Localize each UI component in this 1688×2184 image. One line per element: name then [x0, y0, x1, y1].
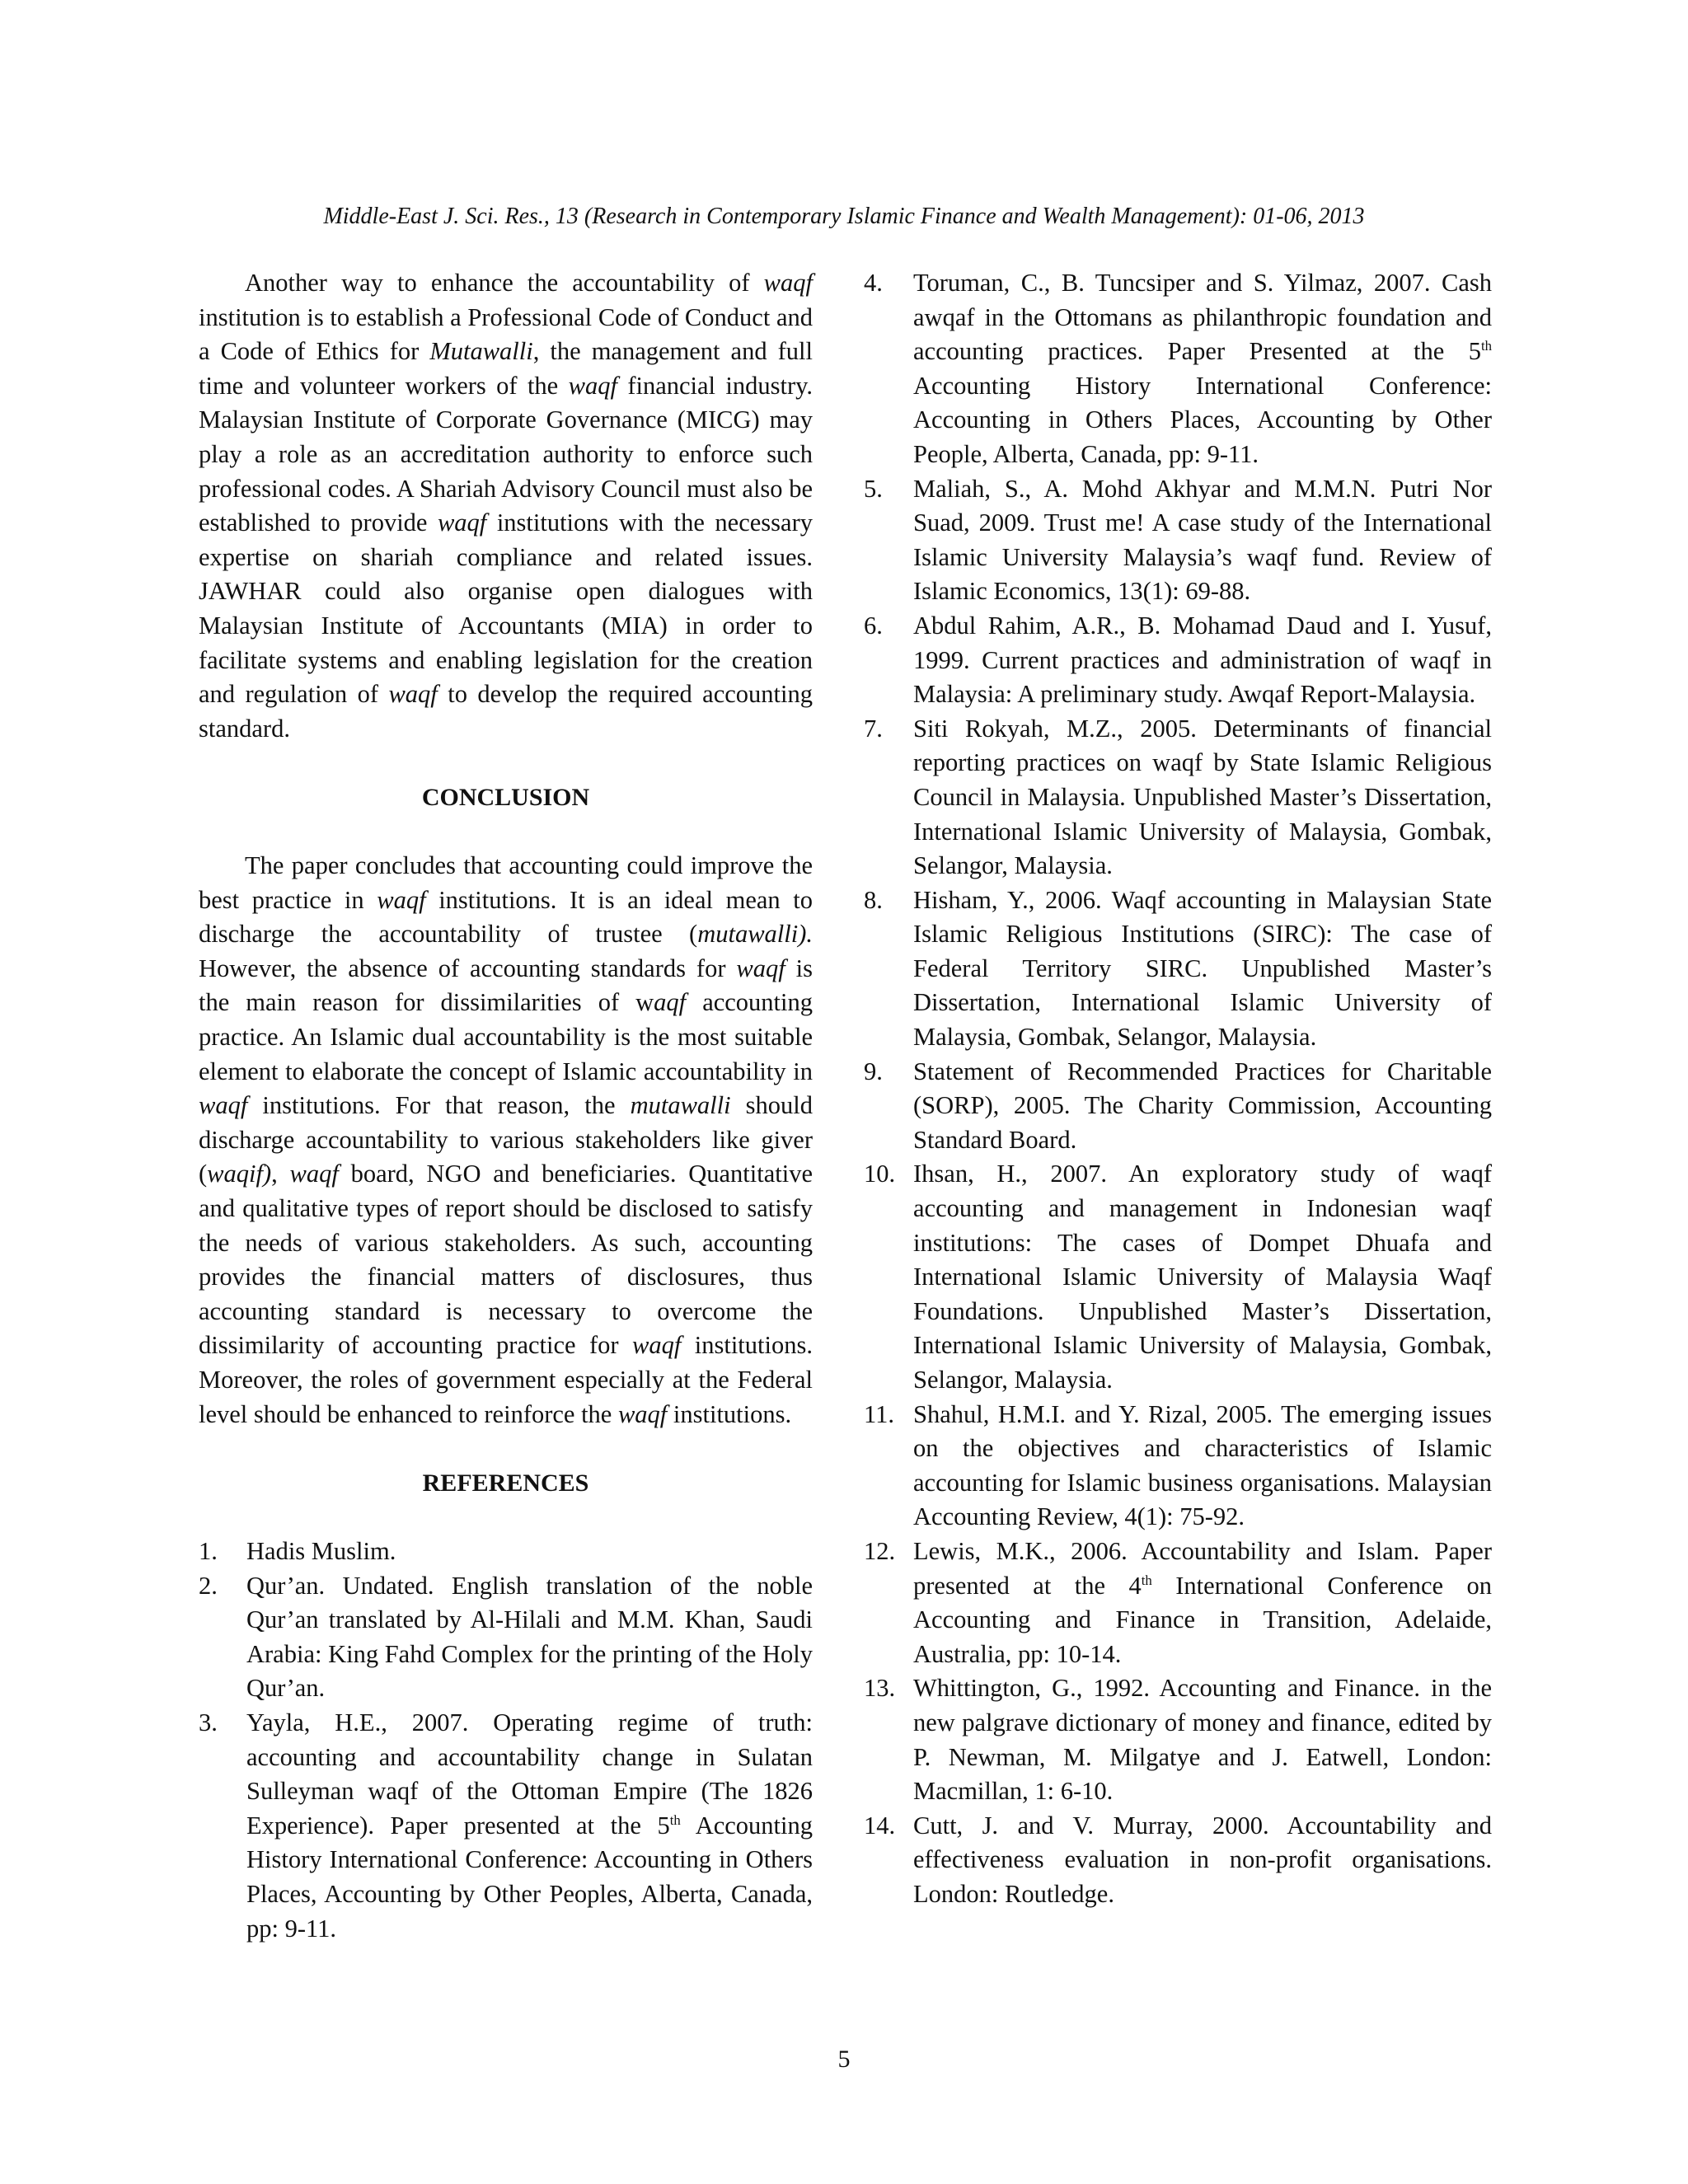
reference-text: Abdul Rahim, A.R., B. Mohamad Daud and I. Yusuf, 1999. Current practices and administration of waqf in Malaysia: A preliminary study. Awqaf Report-Malaysia. — [913, 611, 1492, 709]
reference-number: 7. — [864, 714, 883, 743]
running-header: Middle-East J. Sci. Res., 13 (Research in Contemporary Islamic Finance and Wealth Management): 01-06, 2013 — [323, 204, 1365, 229]
reference-item — [864, 472, 1492, 609]
reference-number: 3. — [199, 1708, 218, 1736]
reference-item — [199, 1535, 813, 1569]
reference-text: Ihsan, H., 2007. An exploratory study of waqf accounting and management in Indonesian waqf institutions: The cases of Dompet Dhuafa and International Islamic University of Malaysia Waqf Foundations. Unpublished Master’s Dissertation, International Islamic University of Malaysia, Gombak, Selangor, Malaysia. — [913, 1160, 1492, 1394]
reference-number: 11. — [864, 1399, 894, 1428]
reference-number: 6. — [864, 611, 883, 640]
references-heading: REFERENCES — [422, 1469, 589, 1497]
reference-text: Hisham, Y., 2006. Waqf accounting in Malaysian State Islamic Religious Institutions (SIRC): The case of Federal Territory SIRC. Unpublished Master’s Dissertation, International Islamic University of Malaysia, Gombak, Selangor, Malaysia. — [913, 885, 1492, 1052]
reference-text: Maliah, S., A. Mohd Akhyar and M.M.N. Putri Nor Suad, 2009. Trust me! A case study of the International Islamic University Malaysia’s waqf fund. Review of Islamic Economics, 13(1): 69-88. — [913, 474, 1492, 606]
reference-item — [199, 1569, 813, 1706]
body-paragraph: Another way to enhance the accountability of waqf institution is to establish a Professional Code of Conduct and a Code of Ethics for Mutawalli, the management and full time and volunteer workers of the waqf financial industry. Malaysian Institute of Corporate Governance (MICG) may play a role as an accreditation authority to enforce such professional codes. A Shariah Advisory Council must also be established to provide waqf institutions with the necessary expertise on shariah compliance and related issues. JAWHAR could also organise open dialogues with Malaysian Institute of Accountants (MIA) in order to facilitate systems and enabling legislation for the creation and regulation of waqf to develop the required accounting standard. — [199, 269, 813, 743]
reference-item — [864, 1055, 1492, 1158]
reference-text: Siti Rokyah, M.Z., 2005. Determinants of financial reporting practices on waqf by State Islamic Religious Council in Malaysia. Unpublished Master’s Dissertation, International Islamic University of Malaysia, Gombak, Selangor, Malaysia. — [913, 714, 1492, 880]
reference-number: 9. — [864, 1057, 883, 1085]
reference-item — [864, 883, 1492, 1055]
conclusion-heading: CONCLUSION — [421, 783, 590, 811]
page-number: 5 — [837, 2046, 851, 2073]
reference-item — [864, 1398, 1492, 1535]
reference-item — [864, 266, 1492, 472]
reference-text: Shahul, H.M.I. and Y. Rizal, 2005. The emerging issues on the objectives and characteristics of Islamic accounting for Islamic business organisations. Malaysian Accounting Review, 4(1): 75-92. — [913, 1399, 1492, 1531]
reference-item — [864, 712, 1492, 883]
reference-number: 8. — [864, 885, 883, 914]
reference-list — [199, 1535, 813, 1946]
reference-item — [864, 1671, 1492, 1808]
reference-text: Statement of Recommended Practices for Charitable (SORP), 2005. The Charity Commission, Accounting Standard Board. — [913, 1057, 1492, 1154]
reference-text: Lewis, M.K., 2006. Accountability and Islam. Paper presented at the 4th International Conference on Accounting and Finance in Transition, Adelaide, Australia, pp: 10-14. — [913, 1536, 1492, 1668]
left-column — [199, 266, 813, 1946]
reference-number: 10. — [864, 1160, 896, 1188]
reference-text: Yayla, H.E., 2007. Operating regime of truth: accounting and accountability change in Sulatan Sulleyman waqf of the Ottoman Empire (The 1826 Experience). Paper presented at the 5th Accounting History International Conference: Accounting in Others Places, Accounting by Other Peoples, Alberta, Canada, pp: 9-11. — [246, 1708, 813, 1943]
reference-item — [864, 1535, 1492, 1671]
reference-item — [864, 1809, 1492, 1912]
reference-number: 14. — [864, 1811, 896, 1840]
reference-text: Cutt, J. and V. Murray, 2000. Accountability and effectiveness evaluation in non-profit organisations. London: Routledge. — [913, 1811, 1492, 1908]
reference-item — [864, 609, 1492, 712]
reference-number: 12. — [864, 1536, 896, 1565]
reference-text: Toruman, C., B. Tuncsiper and S. Yilmaz, 2007. Cash awqaf in the Ottomans as philanthropic foundation and accounting practices. Paper Presented at the 5th Accounting History International Conference: Accounting in Others Places, Accounting by Other People, Alberta, Canada, pp: 9-11. — [913, 269, 1492, 468]
conclusion-paragraph: The paper concludes that accounting could improve the best practice in waqf institutions. It is an ideal mean to discharge the accountability of trustee (mutawalli). However, the absence of accounting standards for waqf is the main reason for dissimilarities of waqf accounting practice. An Islamic dual accountability is the most suitable element to elaborate the concept of Islamic accountability in waqf institutions. For that reason, the mutawalli should discharge accountability to various stakeholders like giver (waqif), waqf board, NGO and beneficiaries. Quantitative and qualitative types of report should be disclosed to satisfy the needs of various stakeholders. As such, accounting provides the financial matters of disclosures, thus accounting standard is necessary to overcome the dissimilarity of accounting practice for waqf institutions. Moreover, the roles of government especially at the Federal level should be enhanced to reinforce the waqf institutions. — [199, 851, 814, 1428]
reference-text: Qur’an. Undated. English translation of the noble Qur’an translated by Al-Hilali and M.M. Khan, Saudi Arabia: King Fahd Complex for the printing of the Holy Qur’an. — [246, 1571, 813, 1703]
reference-number: 13. — [864, 1674, 896, 1703]
right-column — [864, 266, 1492, 1912]
reference-text: Hadis Muslim. — [246, 1536, 396, 1565]
reference-list — [864, 266, 1492, 1912]
reference-number: 5. — [864, 474, 883, 503]
reference-number: 2. — [199, 1571, 218, 1600]
reference-number: 4. — [864, 269, 883, 297]
reference-item — [864, 1157, 1492, 1397]
reference-number: 1. — [199, 1536, 218, 1565]
reference-item — [199, 1706, 813, 1946]
reference-text: Whittington, G., 1992. Accounting and Finance. in the new palgrave dictionary of money and finance, edited by P. Newman, M. Milgatye and J. Eatwell, London: Macmillan, 1: 6-10. — [913, 1674, 1492, 1806]
